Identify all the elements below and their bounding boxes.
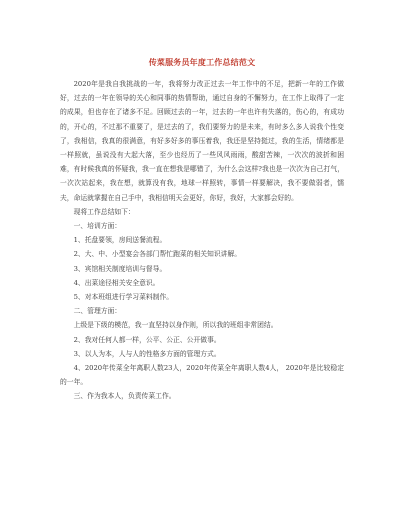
training-item-5: 5、对本班组进行学习菜料制作。	[73, 293, 174, 302]
training-item-2: 2、大、中、小型宴会各部门帮忙跑菜的相关知识讲解。	[73, 250, 242, 259]
staff-turnover-paragraph: 4、2020年传菜全年离职人数23人，2020年传菜全年离职人数4人， 2020年是比较稳定的一年。	[60, 364, 344, 387]
training-item-3: 3、宾馆相关制度培训与督导。	[73, 264, 167, 273]
training-item-4: 4、出菜途径相关安全意识。	[73, 278, 160, 287]
management-item-1: 上级是下级的模范，我一直坚持以身作则，所以我的班组非常团结。	[73, 321, 278, 330]
training-item-1: 1、托盘要领，房间送餐流程。	[73, 236, 167, 245]
intro-paragraph: 2020年是我自我挑战的一年，我将努力改正过去一年工作中的不足，把新一年的工作做好，过去的一年在领导的关心和同事的热情帮助，通过自身的不懈努力，在工作上取得了一定的成果，但也存在了诸多不足。回顾过去的一年，过去的一年也许有失落的，伤心的，有成功的，开心的，不过那不重要了，是过去的了，我们要努力的是未来，有时多么多人说我个性变了，我相信，我真的很满意，有好多好多的事压着我，我还是坚持挺过，我的生活，情绪都是一样照就，虽说没有大起大落，至少也经历了一些风风雨雨，酸甜苦辣，一次次的波折和困难，有时候我真的怀疑我，我一直在想我是哪错了，为什么会这样?我也是一次次为自己打气，一次次站起来，我在想，就算没有我，地球一样照转，事情一样要解决，我不要做弱者，懦夫，命运就掌握在自己手中，我相信明天会更好，你好，我好，大家都会好的。	[60, 80, 344, 202]
section-heading-training: 一、培训方面：	[73, 222, 122, 231]
summary-intro: 现将工作总结如下：	[73, 207, 135, 216]
management-item-2: 2、我对任何人都一样，公平、公正、公开做事。	[73, 335, 221, 344]
document-title: 传菜服务员年度工作总结范文	[148, 57, 256, 67]
management-item-3: 3、以人为本，人与人的性格多方面的管理方式。	[73, 349, 221, 358]
section-heading-personal: 三、作为我本人，负责传菜工作。	[73, 392, 176, 401]
section-heading-management: 二、管理方面：	[73, 307, 122, 316]
